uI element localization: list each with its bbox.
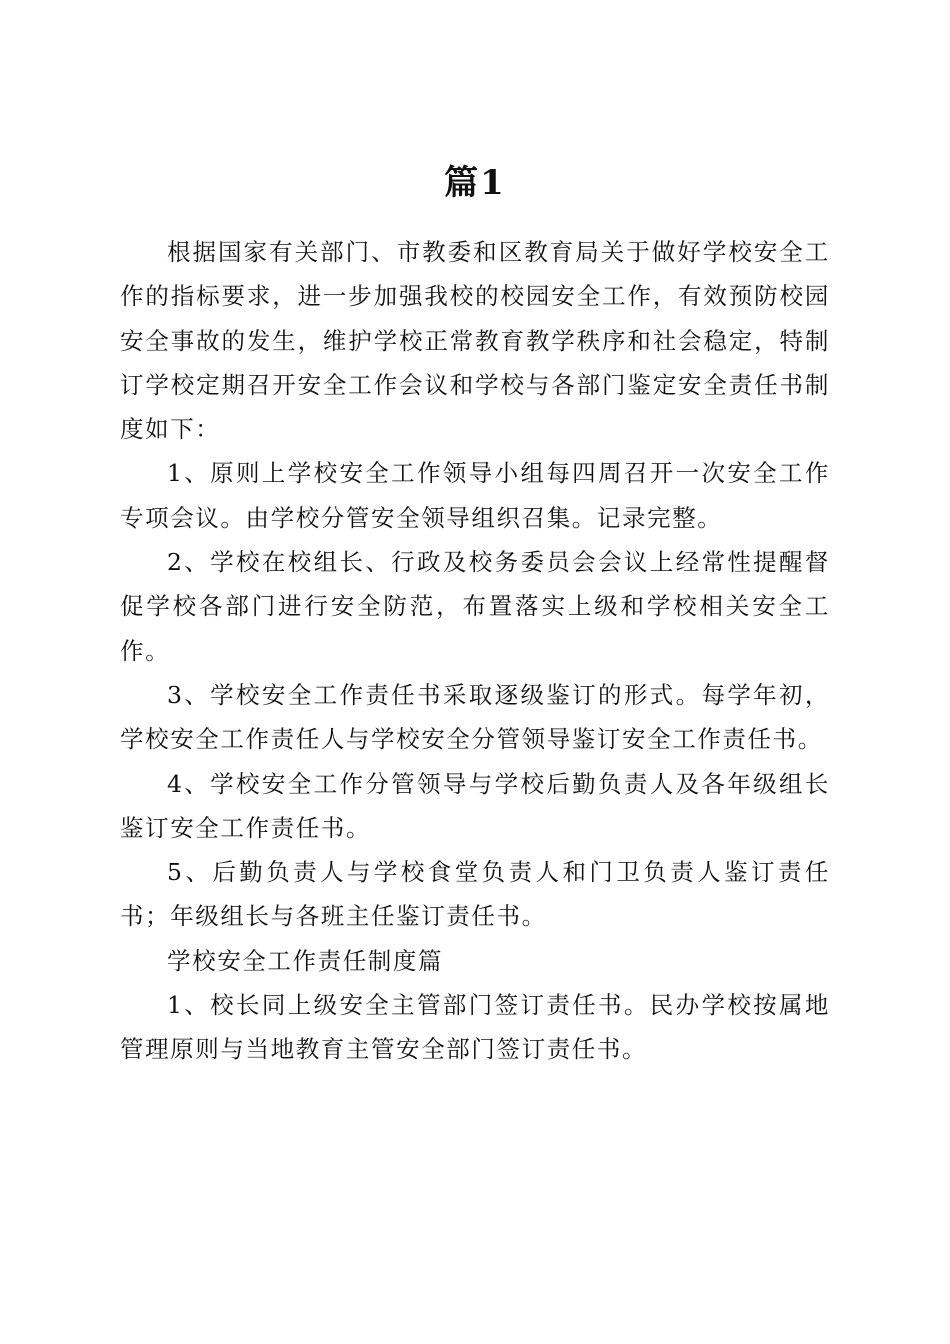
- section-heading: 学校安全工作责任制度篇: [167, 946, 444, 975]
- paragraph-section-item-1: 1、校长同上级安全主管部门签订责任书。民办学校按属地管理原则与当地教育主管安全部门签订责任书。: [120, 991, 830, 1064]
- document-body: [120, 230, 830, 1072]
- paragraph-item-1: 1、原则上学校安全工作领导小组每四周召开一次安全工作专项会议。由学校分管安全领导组织召集。记录完整。: [120, 459, 830, 532]
- paragraph-item-2: 2、学校在校组长、行政及校务委员会会议上经常性提醒督促学校各部门进行安全防范，布置落实上级和学校相关安全工作。: [120, 548, 830, 665]
- paragraph-item-3: 3、学校安全工作责任书采取逐级鉴订的形式。每学年初，学校安全工作责任人与学校安全分管领导鉴订安全工作责任书。: [120, 680, 830, 754]
- paragraph-intro: 根据国家有关部门、市教委和区教育局关于做好学校安全工作的指标要求，进一步加强我校的校园安全工作，有效预防校园安全事故的发生，维护学校正常教育教学秩序和社会稳定，特制订学校定期召开安全工作会议和学校与各部门鉴定安全责任书制度如下：: [120, 238, 830, 444]
- document-title: 篇1: [444, 162, 506, 203]
- paragraph-item-4: 4、学校安全工作分管领导与学校后勤负责人及各年级组长鉴订安全工作责任书。: [120, 769, 830, 842]
- paragraph-item-5: 5、后勤负责人与学校食堂负责人和门卫负责人鉴订责任书；年级组长与各班主任鉴订责任书。: [120, 858, 830, 931]
- document-page: [120, 0, 830, 1344]
